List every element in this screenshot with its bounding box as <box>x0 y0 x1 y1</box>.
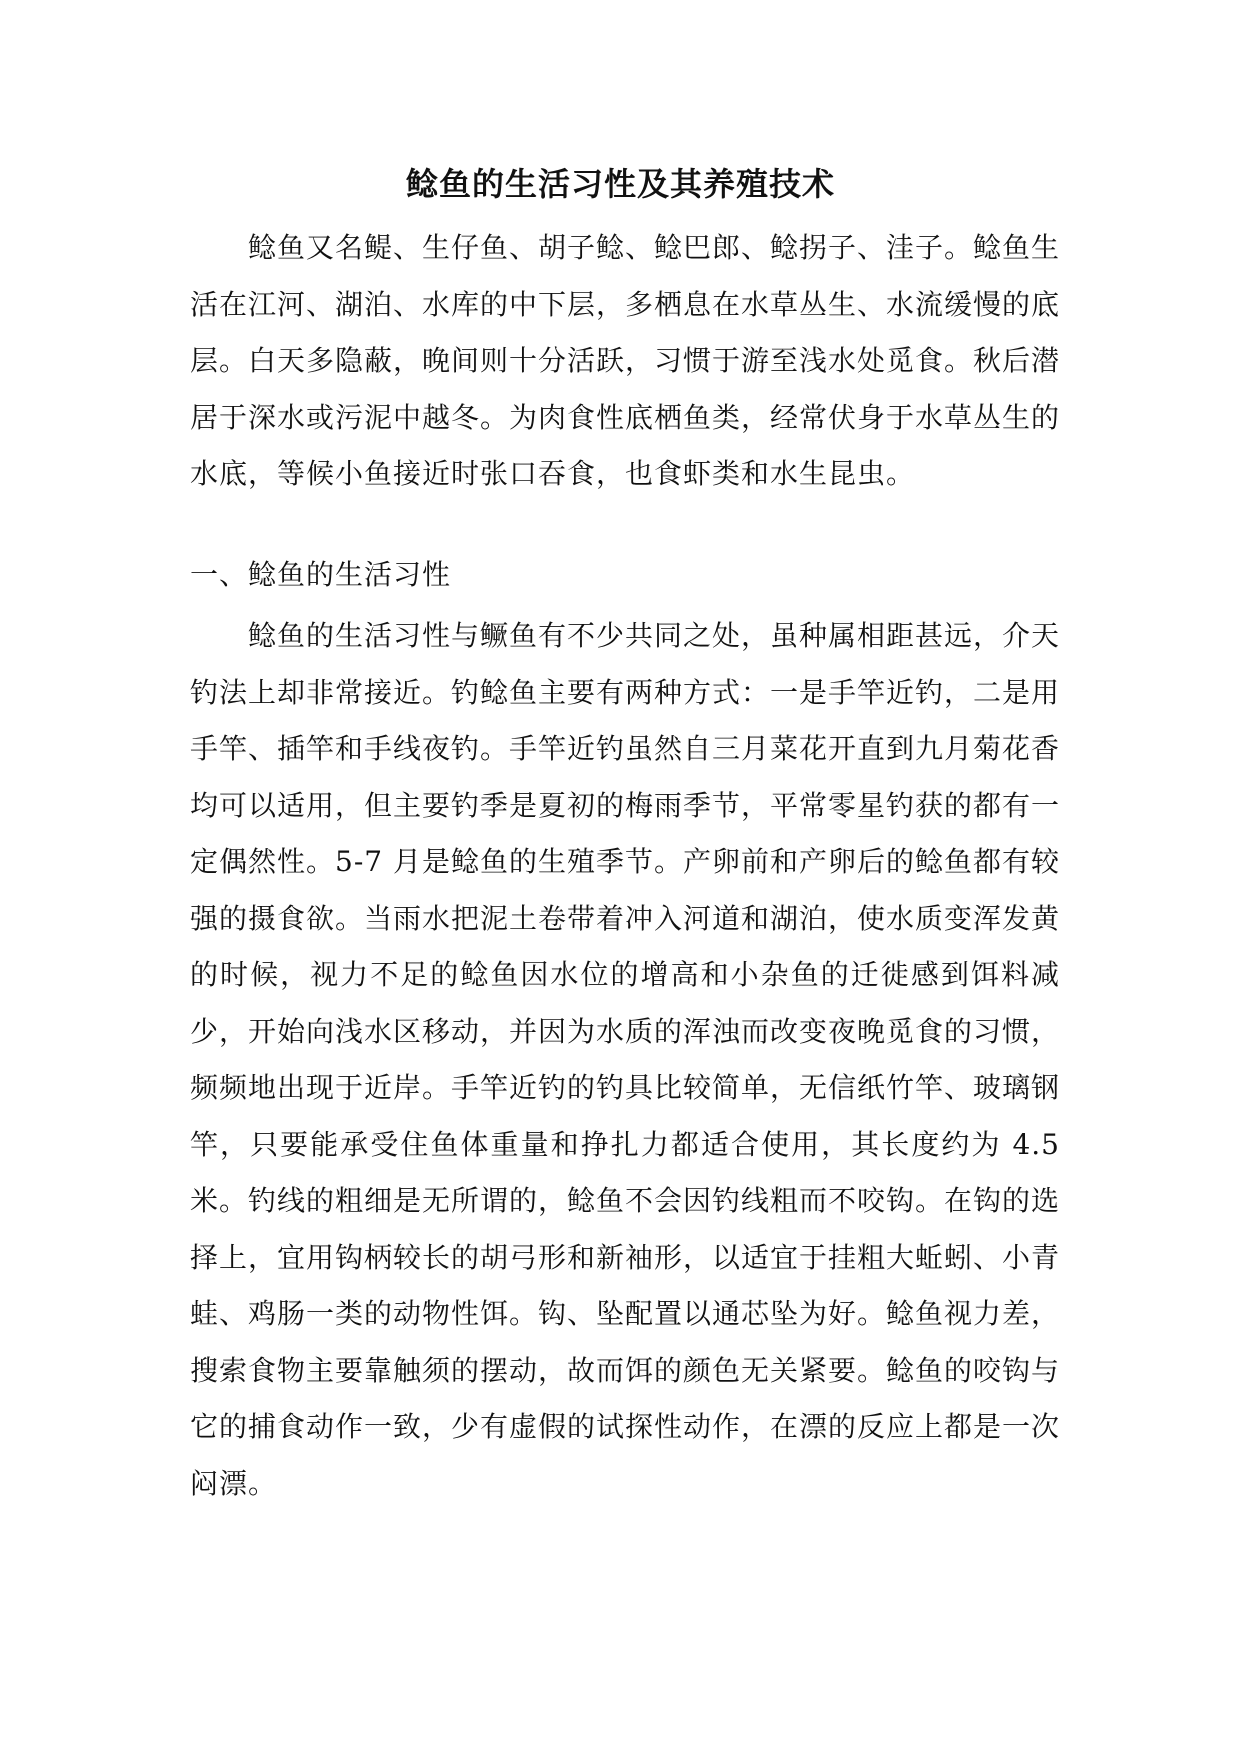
intro-paragraph: 鲶鱼又名鳀、生仔鱼、胡子鲶、鲶巴郎、鲶拐子、洼子。鲶鱼生活在江河、湖泊、水库的中下层，多栖息在水草丛生、水流缓慢的底层。白天多隐蔽，晚间则十分活跃，习惯于游至浅水处觅食。秋后潜居于深水或污泥中越冬。为肉食性底栖鱼类，经常伏身于水草丛生的水底，等候小鱼接近时张口吞食，也食虾类和水生昆虫。 <box>190 231 1061 490</box>
section-paragraph: 鲶鱼的生活习性与鳜鱼有不少共同之处，虽种属相距甚远，介天钓法上却非常接近。钓鲶鱼主要有两种方式：一是手竿近钓，二是用手竿、插竿和手线夜钓。手竿近钓虽然自三月菜花开直到九月菊花香均可以适用，但主要钓季是夏初的梅雨季节，平常零星钓获的都有一定偶然性。5-7 月是鲶鱼的生殖季节。产卵前和产卵后的鲶鱼都有较强的摄食欲。当雨水把泥土卷带着冲入河道和湖泊，使水质变浑发黄的时候，视力不足的鲶鱼因水位的增高和小杂鱼的迁徙感到饵料减少，开始向浅水区移动，并因为水质的浑浊而改变夜晚觅食的习惯，频频地出现于近岸。手竿近钓的钓具比较简单，无信纸竹竿、玻璃钢竿，只要能承受住鱼体重量和挣扎力都适合使用，其长度约为 4.5 米。钓线的粗细是无所谓的，鲶鱼不会因钓线粗而不咬钩。在钩的选择上，宜用钩柄较长的胡弓形和新袖形，以适宜于挂粗大蚯蚓、小青蛙、鸡肠一类的动物性饵。钩、坠配置以通芯坠为好。鲶鱼视力差，搜索食物主要靠触须的摆动，故而饵的颜色无关紧要。鲶鱼的咬钩与它的捕食动作一致，少有虚假的试探性动作，在漂的反应上都是一次闷漂。 <box>190 619 1061 1500</box>
section-heading: 一、鲶鱼的生活习性 <box>190 558 452 591</box>
document-title: 鲶鱼的生活习性及其养殖技术 <box>405 165 835 203</box>
